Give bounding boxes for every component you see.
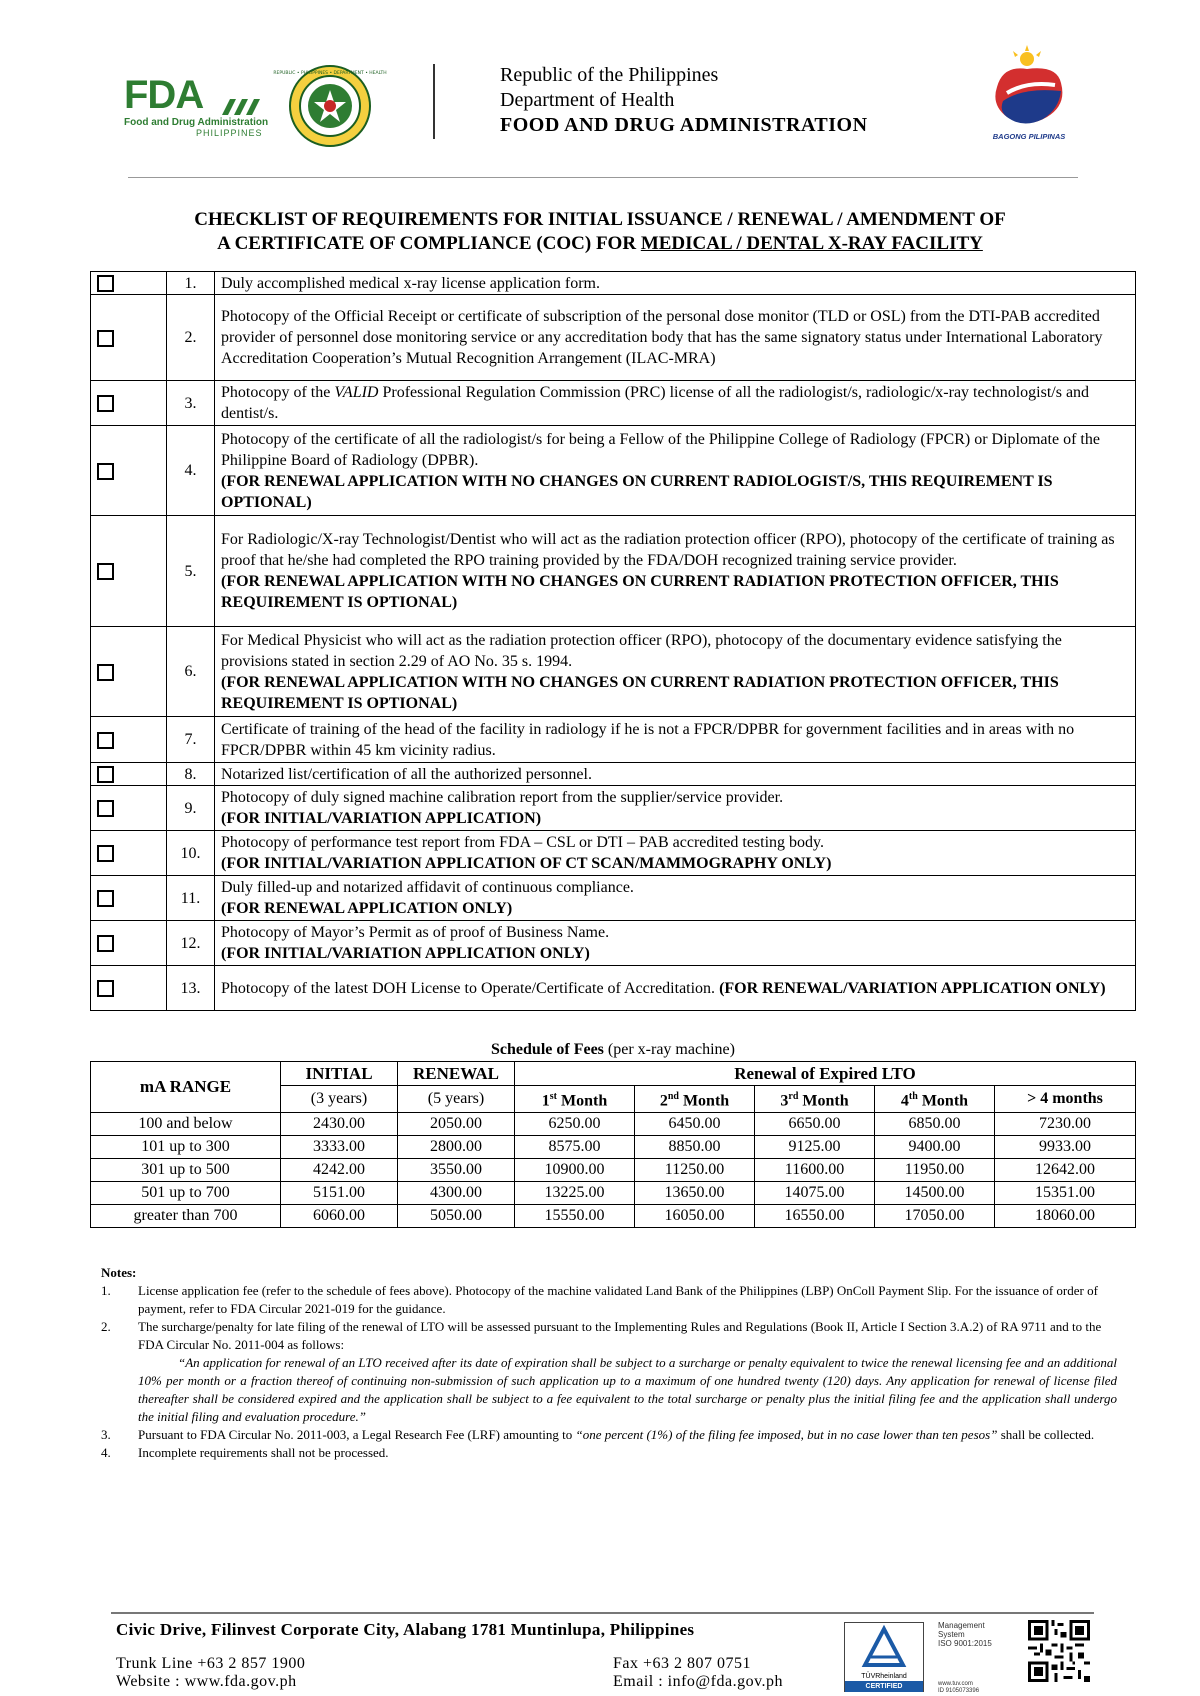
item-note: (FOR INITIAL/VARIATION APPLICATION ONLY): [221, 945, 590, 962]
checklist-row: [91, 295, 1136, 381]
checklist-row: [91, 966, 1136, 1011]
header-month-4: [875, 1086, 995, 1113]
fee-cell: 3333.00: [281, 1136, 398, 1159]
tuv-certified: CERTIFIED: [845, 1681, 923, 1692]
month-word: Month: [678, 1092, 730, 1110]
header-rule: [128, 177, 1078, 178]
fee-cell: 9400.00: [875, 1136, 995, 1159]
item-text: Notarized list/certification of all the authorized personnel.: [215, 763, 1136, 786]
item-number: 10.: [167, 831, 215, 876]
checkbox[interactable]: [97, 732, 114, 749]
fee-cell: 6250.00: [515, 1113, 635, 1136]
fee-cell: 4242.00: [281, 1159, 398, 1182]
fee-cell: 6650.00: [755, 1113, 875, 1136]
header-month-1: [515, 1086, 635, 1113]
checklist-row: [91, 381, 1136, 426]
fee-cell: 6450.00: [635, 1113, 755, 1136]
fee-cell: 11600.00: [755, 1159, 875, 1182]
item-number: 3.: [167, 381, 215, 426]
fee-cell: 12642.00: [995, 1159, 1136, 1182]
title-line-2-underlined: MEDICAL / DENTAL X-RAY FACILITY: [640, 233, 983, 254]
footer-fax: Fax +63 2 807 0751: [613, 1655, 752, 1672]
agency-department: Department of Health: [500, 89, 675, 111]
fee-cell: 18060.00: [995, 1205, 1136, 1228]
month-number: 4: [900, 1092, 909, 1110]
title-line-2-plain: A CERTIFICATE OF COMPLIANCE (COC) FOR: [217, 233, 641, 254]
note-quote: [138, 1354, 1117, 1426]
item-text-emphasis: VALID: [334, 384, 379, 401]
note-number: 4.: [101, 1445, 111, 1460]
item-note: (FOR INITIAL/VARIATION APPLICATION): [221, 810, 542, 827]
note-item: [101, 1318, 1117, 1426]
fee-cell: greater than 700: [91, 1205, 281, 1228]
fee-cell: 2800.00: [398, 1136, 515, 1159]
agency-name: FOOD AND DRUG ADMINISTRATION: [500, 114, 868, 136]
checkbox[interactable]: [97, 463, 114, 480]
fee-cell: 5050.00: [398, 1205, 515, 1228]
item-text-body: Photocopy of performance test report from FDA – CSL or DTI – PAB accredited testing body.: [221, 834, 824, 851]
fee-cell: 301 up to 500: [91, 1159, 281, 1182]
month-number: 3: [780, 1092, 789, 1110]
fee-cell: 11950.00: [875, 1159, 995, 1182]
checkbox[interactable]: [97, 395, 114, 412]
title-line-1: CHECKLIST OF REQUIREMENTS FOR INITIAL ISSUANCE / RENEWAL / AMENDMENT OF: [194, 209, 1006, 230]
iso-web: www.tuv.com: [938, 1681, 973, 1687]
item-text-body: For Radiologic/X-ray Technologist/Dentist who will act as the radiation protection officer (RPO), photocopy of the certificate of training as proof that he/she had completed the RPO training provided by the FDA/DOH recognized training service provider.: [221, 531, 1115, 569]
requirements-checklist: [90, 271, 1136, 1011]
footer-rule: [111, 1612, 1094, 1614]
checklist-row: [91, 763, 1136, 786]
item-text: Duly accomplished medical x-ray license application form.: [215, 272, 1136, 295]
checkbox[interactable]: [97, 980, 114, 997]
note-item: [101, 1282, 1117, 1318]
item-text: [215, 516, 1136, 627]
checkbox[interactable]: [97, 800, 114, 817]
fee-cell: 100 and below: [91, 1113, 281, 1136]
qr-code-icon: [1028, 1620, 1090, 1682]
checklist-row: [91, 831, 1136, 876]
month-suffix: st: [549, 1091, 557, 1102]
item-text: Photocopy of the Official Receipt or certificate of subscription of the personal dose monitor (TLD or OSL) from the DTI-PAB accredited provider of personnel dose monitoring service or any accreditation body that has the same signatory status under International Laboratory Accreditation Cooperation’s Mutual Recognition Arrangement (ILAC-MRA): [215, 295, 1136, 381]
header-expired-lto: Renewal of Expired LTO: [515, 1062, 1136, 1086]
fee-cell: 15351.00: [995, 1182, 1136, 1205]
footer-email[interactable]: Email : info@fda.gov.ph: [613, 1673, 784, 1690]
header-divider: [433, 64, 435, 139]
item-text-body: For Medical Physicist who will act as the radiation protection officer (RPO), photocopy of the documentary evidence satisfying the provisions stated in section 2.29 of AO No. 35 s. 1994.: [221, 631, 1062, 670]
checklist-row: [91, 516, 1136, 627]
month-number: 2: [659, 1092, 668, 1110]
tuv-certification-badge: [844, 1622, 924, 1692]
fee-cell: 101 up to 300: [91, 1136, 281, 1159]
notes-heading: Notes:: [101, 1265, 137, 1280]
item-number: 13.: [167, 966, 215, 1011]
fee-cell: 9125.00: [755, 1136, 875, 1159]
bagong-pilipinas-logo: [983, 43, 1075, 143]
item-text: [215, 921, 1136, 966]
checklist-row: [91, 627, 1136, 717]
seal-text: REPUBLIC • PHILIPPINES • DEPARTMENT • HEALTH: [273, 71, 387, 76]
checklist-row: [91, 717, 1136, 763]
item-note: (FOR RENEWAL APPLICATION ONLY): [221, 900, 513, 917]
iso-line: System: [938, 1630, 965, 1639]
fee-cell: 3550.00: [398, 1159, 515, 1182]
month-suffix: th: [908, 1091, 918, 1102]
fee-cell: 15550.00: [515, 1205, 635, 1228]
checkbox[interactable]: [97, 935, 114, 952]
item-number: 4.: [167, 426, 215, 516]
month-suffix: rd: [788, 1091, 799, 1102]
header-renewal-years: (5 years): [398, 1086, 515, 1113]
item-text: [215, 966, 1136, 1011]
note-number: 3.: [101, 1427, 111, 1442]
header-initial-years: (3 years): [281, 1086, 398, 1113]
fee-cell: 2050.00: [398, 1113, 515, 1136]
document-title: [90, 208, 1110, 256]
fee-cell: 17050.00: [875, 1205, 995, 1228]
agency-block: [500, 63, 868, 138]
note-text: Pursuant to FDA Circular No. 2011-003, a Legal Research Fee (LRF) amounting to: [138, 1427, 576, 1442]
header-ma-range: mA RANGE: [91, 1062, 281, 1113]
checkbox[interactable]: [97, 890, 114, 907]
item-note: (FOR RENEWAL APPLICATION WITH NO CHANGES ON CURRENT RADIATION PROTECTION OFFICER, THIS REQUIREMENT IS OPTIONAL): [221, 573, 1059, 611]
item-note: (FOR RENEWAL APPLICATION WITH NO CHANGES ON CURRENT RADIOLOGIST/S, THIS REQUIREMENT IS OPTIONAL): [221, 472, 1053, 511]
checkbox[interactable]: [97, 275, 114, 292]
doh-seal: [273, 64, 387, 148]
fee-cell: 6850.00: [875, 1113, 995, 1136]
fee-cell: 8575.00: [515, 1136, 635, 1159]
iso-info: [938, 1621, 992, 1648]
item-text-part: Professional Regulation Commission (PRC) license of all the radiologist/s, radiologic/x-ray technologist/s and dentist/s.: [221, 384, 1090, 422]
item-number: 2.: [167, 295, 215, 381]
item-number: 7.: [167, 717, 215, 763]
fee-cell: 2430.00: [281, 1113, 398, 1136]
fee-cell: 16050.00: [635, 1205, 755, 1228]
item-text-body: Photocopy of duly signed machine calibration report from the supplier/service provider.: [221, 789, 784, 806]
fee-row: [91, 1113, 1136, 1136]
checkbox[interactable]: [97, 330, 114, 347]
note-text: Incomplete requirements shall not be processed.: [138, 1445, 389, 1460]
notes-section: [101, 1264, 1117, 1462]
note-text-italic: “one percent (1%) of the filing fee imposed, but in no case lower than ten pesos”: [575, 1427, 998, 1442]
item-text: [215, 876, 1136, 921]
fee-cell: 8850.00: [635, 1136, 755, 1159]
item-text: [215, 426, 1136, 516]
fees-caption-bold: Schedule of Fees: [491, 1041, 604, 1058]
fee-cell: 9933.00: [995, 1136, 1136, 1159]
month-suffix: nd: [667, 1091, 679, 1102]
footer-trunk-line: Trunk Line +63 2 857 1900: [116, 1655, 306, 1672]
item-number: 8.: [167, 763, 215, 786]
note-text: shall be collected.: [997, 1427, 1095, 1442]
note-number: 1.: [101, 1283, 111, 1298]
fda-logo: [124, 75, 269, 137]
item-text: [215, 381, 1136, 426]
header-initial: INITIAL: [281, 1062, 398, 1086]
note-text: The surcharge/penalty for late filing of the renewal of LTO will be assessed pursuant to the Implementing Rules and Regulations (Book II, Article I Section 3.A.2) of RA 9711 and to the FDA Circular No. 2011-004 as follows:: [138, 1319, 1102, 1352]
fee-cell: 6060.00: [281, 1205, 398, 1228]
note-text: License application fee (refer to the schedule of fees above). Photocopy of the machine validated Land Bank of the Philippines (LBP) OnColl Payment Slip. For the issuance of order of payment, refer to FDA Circular 2021-019 for the guidance.: [138, 1283, 1098, 1316]
item-text-body: Photocopy of Mayor’s Permit as of proof of Business Name.: [221, 924, 610, 941]
fee-cell: 14500.00: [875, 1182, 995, 1205]
fda-logo-stripes: [216, 95, 262, 115]
note-item: [101, 1444, 1117, 1462]
footer-website[interactable]: Website : www.fda.gov.ph: [116, 1673, 297, 1690]
note-number: 2.: [101, 1319, 111, 1334]
item-number: 11.: [167, 876, 215, 921]
item-note: (FOR RENEWAL/VARIATION APPLICATION ONLY): [719, 979, 1106, 997]
checkbox[interactable]: [97, 664, 114, 681]
fda-logo-text: FDA: [124, 73, 204, 117]
item-number: 6.: [167, 627, 215, 717]
fee-row: [91, 1205, 1136, 1228]
fees-caption-rest: (per x-ray machine): [603, 1041, 735, 1058]
item-text-body: Photocopy of the latest DOH License to Operate/Certificate of Accreditation.: [221, 979, 720, 997]
letterhead: [120, 55, 1080, 145]
iso-id: [938, 1681, 979, 1695]
item-note: (FOR INITIAL/VARIATION APPLICATION OF CT SCAN/MAMMOGRAPHY ONLY): [221, 855, 832, 872]
tuv-triangle-icon: [845, 1623, 923, 1673]
fee-row: [91, 1159, 1136, 1182]
fee-cell: 16550.00: [755, 1205, 875, 1228]
month-word: Month: [557, 1092, 608, 1110]
bagong-pilipinas-emblem: [983, 43, 1075, 143]
fee-row: [91, 1136, 1136, 1159]
note-item: [101, 1426, 1117, 1444]
month-number: 1: [541, 1092, 550, 1110]
checkbox[interactable]: [97, 563, 114, 580]
fee-cell: 14075.00: [755, 1182, 875, 1205]
fee-row: [91, 1182, 1136, 1205]
fee-cell: 11250.00: [635, 1159, 755, 1182]
item-text: Certificate of training of the head of the facility in radiology if he is not a FPCR/DPBR for government facilities and in areas with no FPCR/DPBR within 45 km vicinity radius.: [215, 717, 1136, 763]
fee-cell: 10900.00: [515, 1159, 635, 1182]
header-renewal: RENEWAL: [398, 1062, 515, 1086]
schedule-of-fees-table: [90, 1061, 1136, 1228]
checkbox[interactable]: [97, 845, 114, 862]
checkbox[interactable]: [97, 766, 114, 783]
item-text-body: Photocopy of the certificate of all the radiologist/s for being a Fellow of the Philippine College of Radiology (FPCR) or Diplomate of the Philippine Board of Radiology (DPBR).: [221, 430, 1100, 469]
iso-id-number: ID 9105073396: [938, 1688, 980, 1694]
tuv-name: TÜVRheinland: [861, 1673, 907, 1680]
checklist-row: [91, 272, 1136, 295]
fda-logo-subtitle: Food and Drug Administration: [124, 117, 269, 128]
fee-cell: 7230.00: [995, 1113, 1136, 1136]
fee-cell: 501 up to 700: [91, 1182, 281, 1205]
month-word: Month: [917, 1092, 969, 1110]
header-month-2: [635, 1086, 755, 1113]
fees-caption: [90, 1041, 1136, 1059]
header-month-3: [755, 1086, 875, 1113]
iso-line: ISO 9001:2015: [938, 1639, 992, 1648]
checklist-row: [91, 921, 1136, 966]
item-text: [215, 627, 1136, 717]
footer-address: Civic Drive, Filinvest Corporate City, Alabang 1781 Muntinlupa, Philippines: [116, 1620, 695, 1639]
checklist-row: [91, 786, 1136, 831]
fee-cell: 5151.00: [281, 1182, 398, 1205]
item-number: 5.: [167, 516, 215, 627]
item-text-part: Photocopy of the: [221, 384, 335, 401]
item-number: 12.: [167, 921, 215, 966]
month-word: Month: [798, 1092, 849, 1110]
note-quote-text: “An application for renewal of an LTO received after its date of expiration shall be subject to a surcharge or penalty equivalent to twice the renewal licensing fee and an additional 10% per month or a fraction thereof of continuing non-submission of such application up to a maximum of one hundred twenty (120) days. Any application for renewal of license filed thereafter shall be considered expired and the application shall be subject to a fee equivalent to the total surcharge or penalty plus the initial filing fee and the application shall undergo the initial filing and evaluation procedure.”: [138, 1355, 1117, 1424]
fee-cell: 13650.00: [635, 1182, 755, 1205]
item-number: 1.: [167, 272, 215, 295]
bagong-pilipinas-text: BAGONG PILIPINAS: [992, 132, 1066, 141]
item-number: 9.: [167, 786, 215, 831]
item-text: [215, 831, 1136, 876]
fee-cell: 4300.00: [398, 1182, 515, 1205]
fda-logo-country: PHILIPPINES: [196, 128, 263, 138]
checklist-row: [91, 426, 1136, 516]
item-text: [215, 786, 1136, 831]
header-over-4-months: > 4 months: [995, 1086, 1136, 1113]
agency-republic: Republic of the Philippines: [500, 64, 719, 86]
checklist-row: [91, 876, 1136, 921]
fee-cell: 13225.00: [515, 1182, 635, 1205]
title-line-2: [90, 232, 1110, 256]
item-text-body: Duly filled-up and notarized affidavit of continuous compliance.: [221, 879, 634, 896]
item-note: (FOR RENEWAL APPLICATION WITH NO CHANGES ON CURRENT RADIATION PROTECTION OFFICER, THIS REQUIREMENT IS OPTIONAL): [221, 673, 1059, 712]
iso-line: Management: [938, 1621, 985, 1630]
